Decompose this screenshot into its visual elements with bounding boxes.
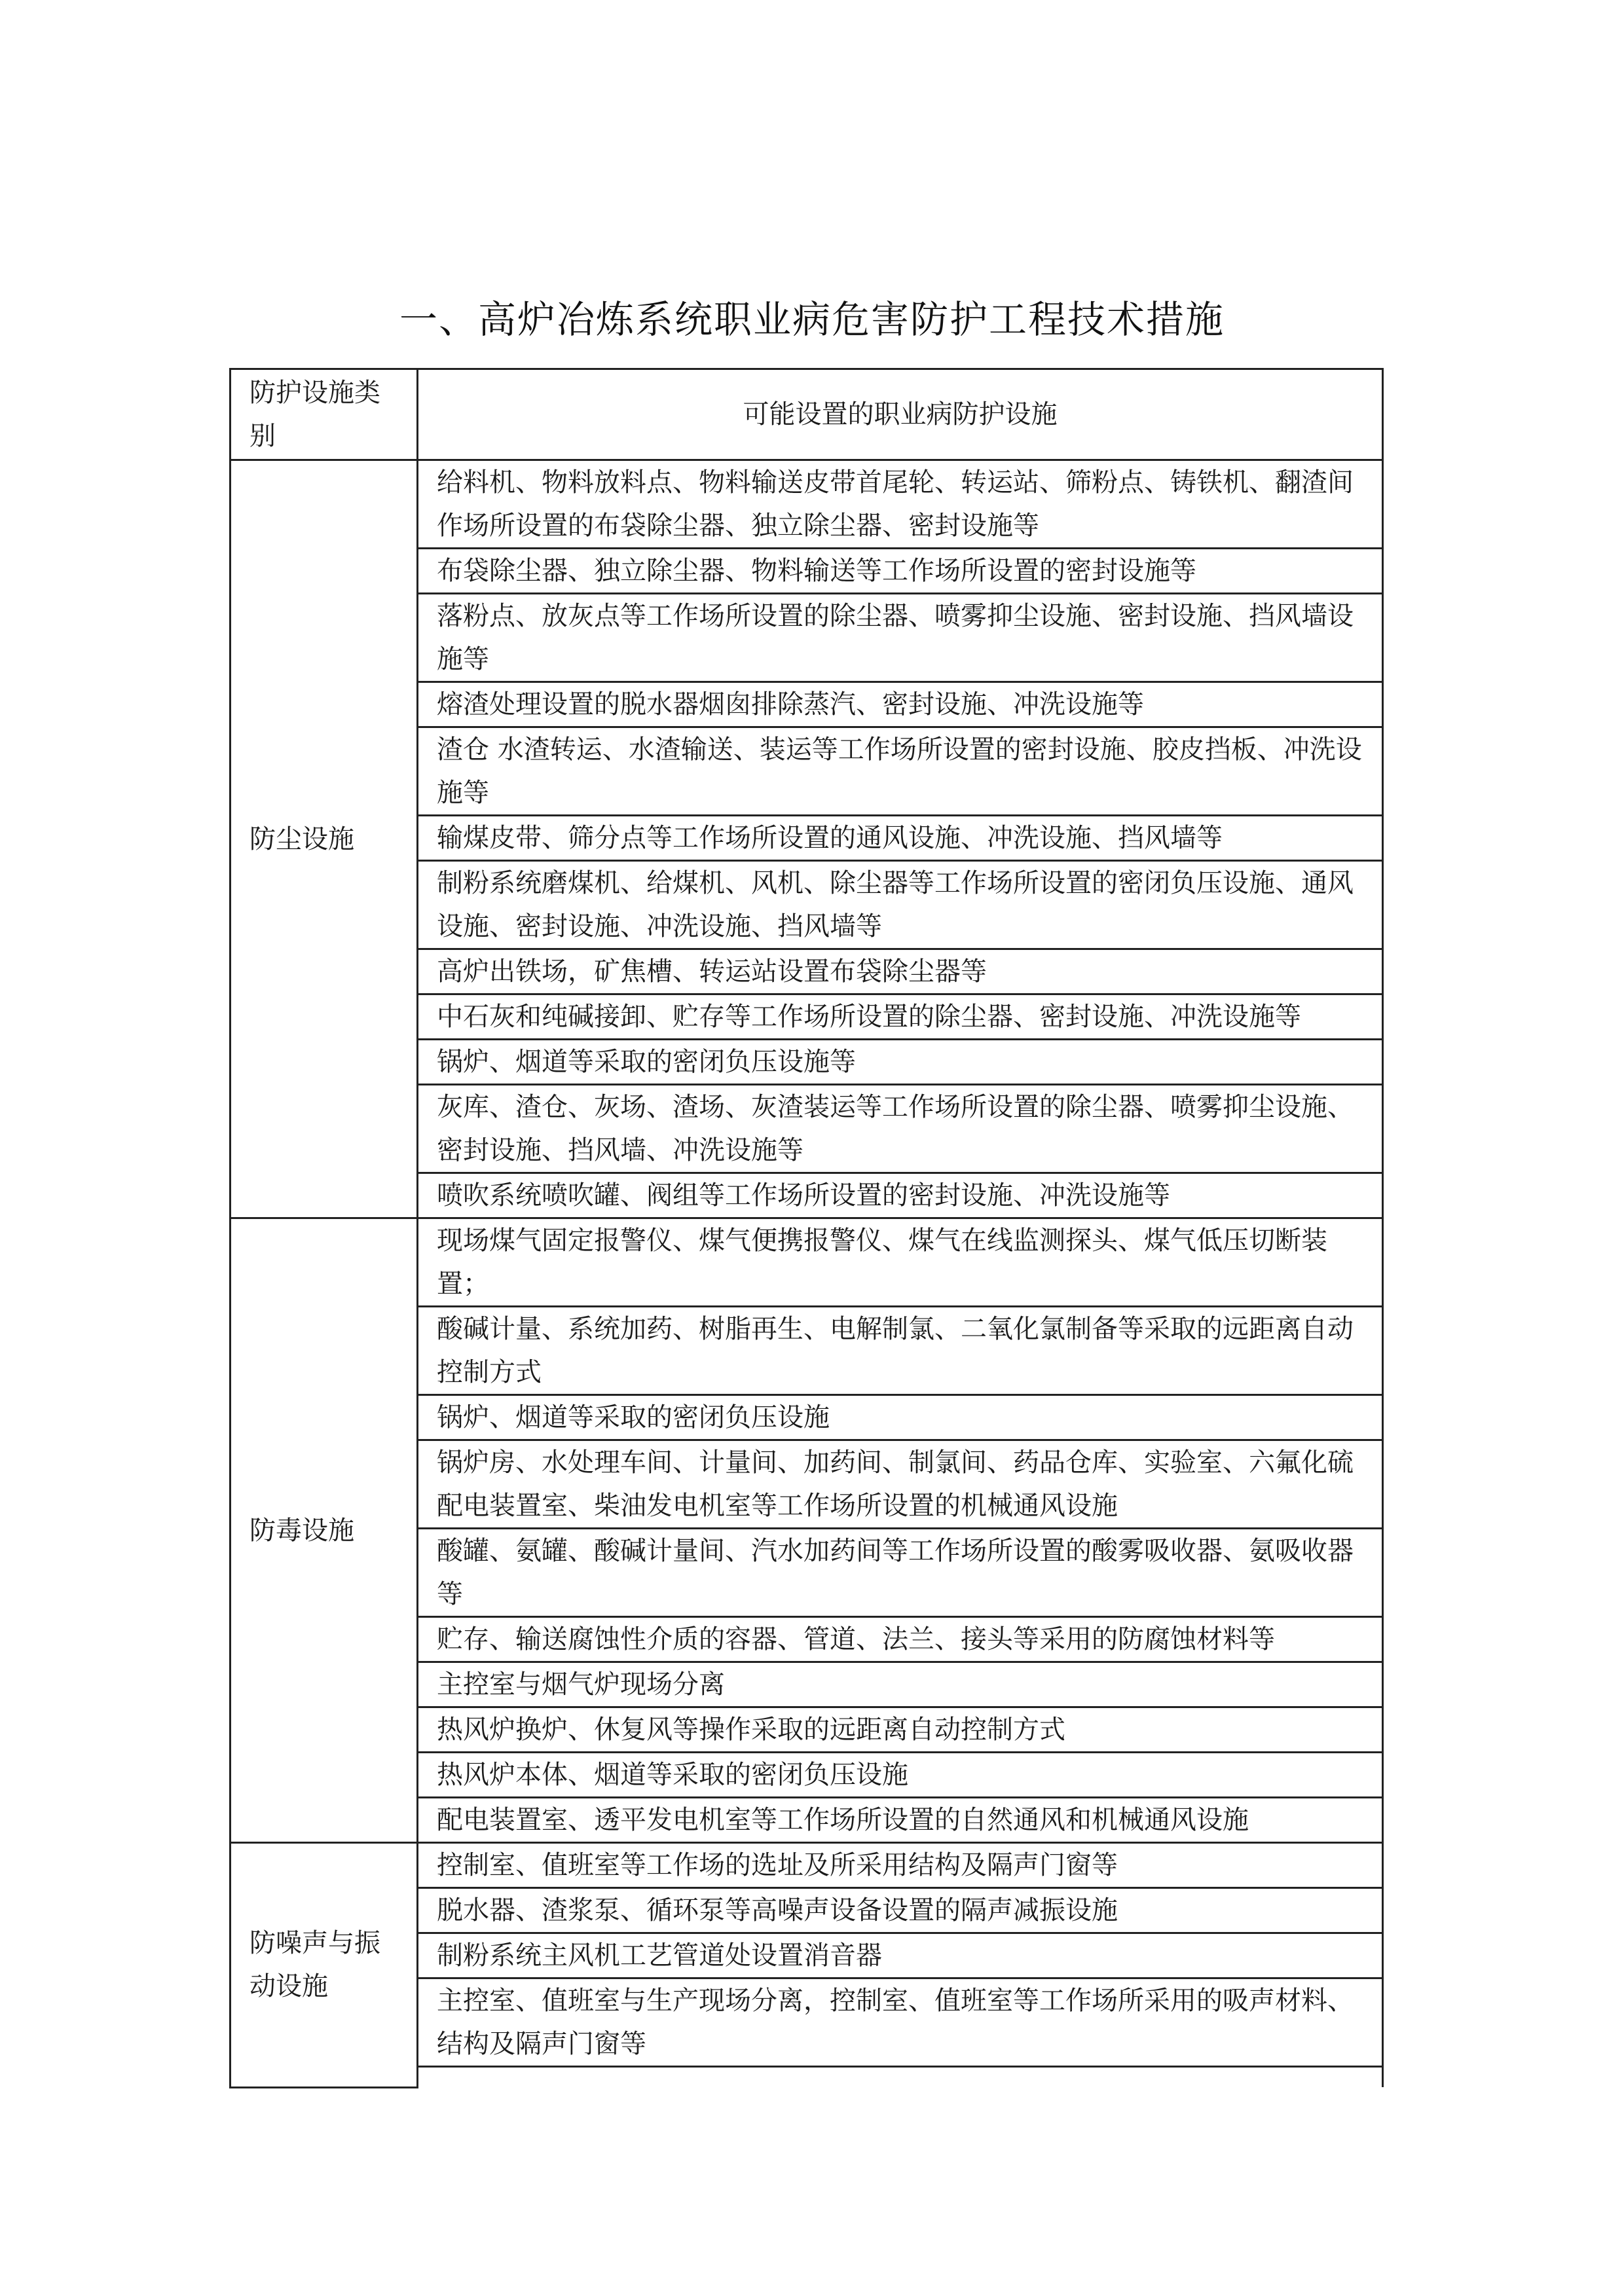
measure-cell: 灰库、渣仓、灰场、渣场、灰渣装运等工作场所设置的除尘器、喷雾抑尘设施、密封设施、挡风墙、冲洗设施等 [418, 1085, 1383, 1173]
table-row [231, 1218, 1383, 1307]
measure-cell: 给料机、物料放料点、物料输送皮带首尾轮、转运站、筛粉点、铸铁机、翻渣间作场所设置的布袋除尘器、独立除尘器、密封设施等 [418, 460, 1383, 549]
document-title: 一、高炉冶炼系统职业病危害防护工程技术措施 [399, 297, 1225, 342]
measure-cell: 酸罐、氨罐、酸碱计量间、汽水加药间等工作场所设置的酸雾吸收器、氨吸收器等 [418, 1529, 1383, 1617]
category-cell: 防噪声与振动设施 [231, 1843, 418, 2088]
measure-cell: 热风炉本体、烟道等采取的密闭负压设施 [418, 1753, 1383, 1798]
measure-cell: 制粉系统磨煤机、给煤机、风机、除尘器等工作场所设置的密闭负压设施、通风设施、密封设施、冲洗设施、挡风墙等 [418, 861, 1383, 949]
measure-cell: 主控室与烟气炉现场分离 [418, 1662, 1383, 1707]
measure-cell: 布袋除尘器、独立除尘器、物料输送等工作场所设置的密封设施等 [418, 549, 1383, 594]
category-cell: 防尘设施 [231, 460, 418, 1218]
measure-cell: 锅炉、烟道等采取的密闭负压设施等 [418, 1040, 1383, 1085]
measure-cell: 酸碱计量、系统加药、树脂再生、电解制氯、二氧化氯制备等采取的远距离自动控制方式 [418, 1307, 1383, 1395]
measure-cell: 热风炉换炉、休复风等操作采取的远距离自动控制方式 [418, 1707, 1383, 1753]
table-row [231, 460, 1383, 549]
table-header-row [231, 369, 1383, 460]
table-row [231, 1843, 1383, 1888]
category-cell: 防毒设施 [231, 1218, 418, 1843]
measure-cell: 脱水器、渣浆泵、循环泵等高噪声设备设置的隔声减振设施 [418, 1888, 1383, 1933]
measure-cell: 控制室、值班室等工作场的选址及所采用结构及隔声门窗等 [418, 1843, 1383, 1888]
measure-cell: 熔渣处理设置的脱水器烟囱排除蒸汽、密封设施、冲洗设施等 [418, 682, 1383, 727]
header-category: 防护设施类别 [231, 369, 418, 460]
measure-cell: 现场煤气固定报警仪、煤气便携报警仪、煤气在线监测探头、煤气低压切断装置； [418, 1218, 1383, 1307]
measure-cell: 贮存、输送腐蚀性介质的容器、管道、法兰、接头等采用的防腐蚀材料等 [418, 1617, 1383, 1662]
measure-cell: 锅炉房、水处理车间、计量间、加药间、制氯间、药品仓库、实验室、六氟化硫配电装置室、柴油发电机室等工作场所设置的机械通风设施 [418, 1440, 1383, 1529]
measure-cell: 主控室、值班室与生产现场分离，控制室、值班室等工作场所采用的吸声材料、结构及隔声门窗等 [418, 1978, 1383, 2067]
measure-cell: 输煤皮带、筛分点等工作场所设置的通风设施、冲洗设施、挡风墙等 [418, 816, 1383, 861]
protection-measures-table [229, 368, 1384, 2088]
measure-cell: 落粉点、放灰点等工作场所设置的除尘器、喷雾抑尘设施、密封设施、挡风墙设施等 [418, 594, 1383, 682]
measure-cell: 制粉系统主风机工艺管道处设置消音器 [418, 1933, 1383, 1978]
measure-cell: 中石灰和纯碱接卸、贮存等工作场所设置的除尘器、密封设施、冲洗设施等 [418, 994, 1383, 1040]
measure-cell [418, 2067, 1383, 2088]
measure-cell: 喷吹系统喷吹罐、阀组等工作场所设置的密封设施、冲洗设施等 [418, 1173, 1383, 1218]
measure-cell: 高炉出铁场，矿焦槽、转运站设置布袋除尘器等 [418, 949, 1383, 994]
measure-cell: 渣仓 水渣转运、水渣输送、装运等工作场所设置的密封设施、胶皮挡板、冲洗设施等 [418, 727, 1383, 816]
header-measures: 可能设置的职业病防护设施 [418, 369, 1383, 460]
measure-cell: 配电装置室、透平发电机室等工作场所设置的自然通风和机械通风设施 [418, 1798, 1383, 1843]
measure-cell: 锅炉、烟道等采取的密闭负压设施 [418, 1395, 1383, 1440]
